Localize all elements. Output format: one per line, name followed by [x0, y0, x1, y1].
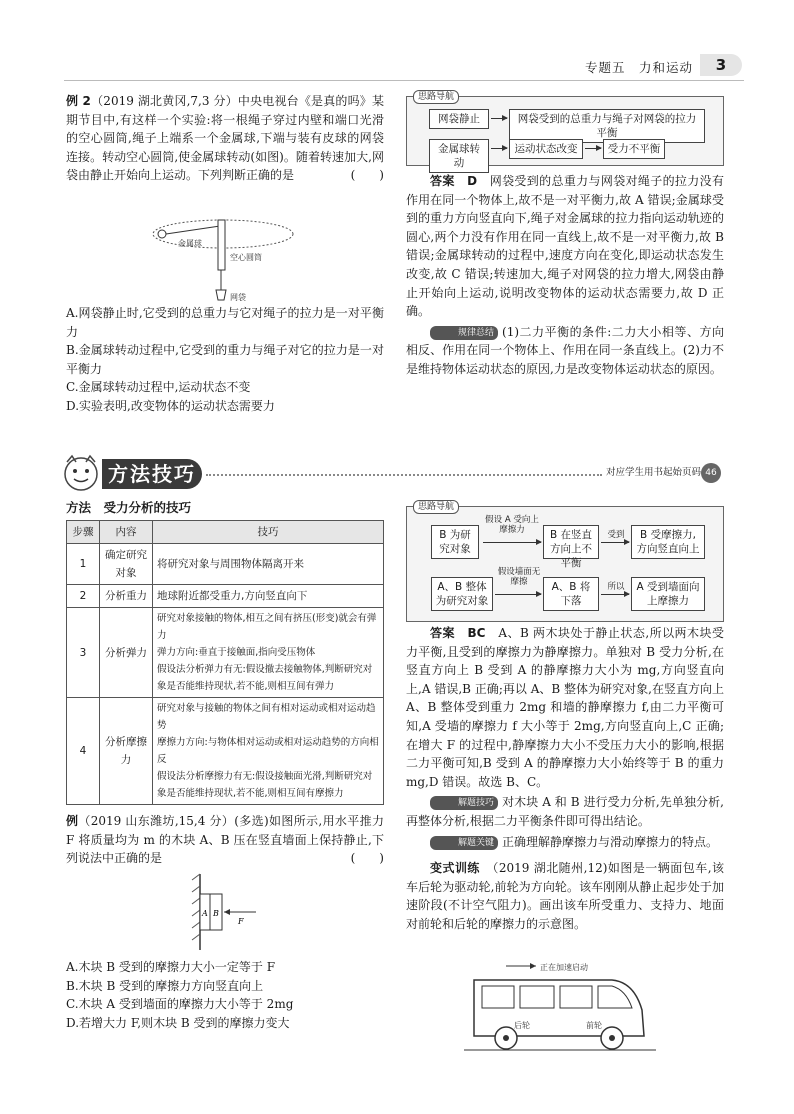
- table-header-row: [67, 521, 384, 544]
- option-d: D.若增大力 F,则木块 B 受到的摩擦力变大: [66, 1015, 290, 1030]
- page-number: 3: [700, 54, 742, 76]
- answer-3: [406, 624, 724, 934]
- fig-bag-label: 网袋: [230, 293, 246, 302]
- cell-step: 1: [67, 544, 100, 585]
- cell-tips: 研究对象与接触的物体之间有相对运动或相对运动趋势 摩擦力方向:与物体相对运动或相对运动趋势的方向相反 假设法分析摩擦力有无:假设接触面光滑,判断研究对象是否能维持现状,若不能,则相互间有摩擦力: [153, 698, 384, 805]
- table-row: [67, 544, 384, 585]
- cell-step: 4: [67, 698, 100, 805]
- fig-ball-label: 金属球: [178, 239, 202, 248]
- tip-tag: 解题技巧: [430, 796, 498, 810]
- flow-tag: 思路导航: [413, 500, 459, 514]
- thinking-flow-1: [406, 92, 724, 169]
- flow2-arrow-label: 假设 A 受向上摩擦力: [485, 515, 539, 535]
- flow2-box1: B 为研究对象: [431, 525, 479, 559]
- flow2-box3: B 受摩擦力,方向竖直向上: [631, 525, 705, 559]
- cell-step: 2: [67, 585, 100, 608]
- option-c: C.木块 A 受到墙面的摩擦力大小等于 2mg: [66, 997, 294, 1012]
- tip-text: 对木块 A 和 B 进行受力分析,先单独分析,再整体分析,根据二力平衡条件即可得出结论。: [406, 795, 724, 828]
- option-b: B.木块 B 受到的摩擦力方向竖直向上: [66, 978, 264, 993]
- flow2-arrow: [483, 542, 541, 543]
- cell-content: 分析弹力: [100, 608, 153, 698]
- cell-tips: 研究对象接触的物体,相互之间有挤压(形变)就会有弹力 弹力方向:垂直于接触面,指向受压物体 假设法分析弹力有无:假设撤去接触物体,判断研究对象是否能维持现状,若不能,则相互间有弹力: [153, 608, 384, 698]
- section-banner-title: 方法技巧: [102, 459, 202, 489]
- example-3-label: 例: [66, 814, 79, 828]
- fig-a-label: A: [202, 909, 208, 918]
- example-3: [66, 812, 384, 868]
- flow2-arrow-label: 所以: [607, 582, 625, 592]
- flow2-arrow: [495, 594, 541, 595]
- option-c: C.金属球转动过程中,运动状态不变: [66, 380, 251, 395]
- flow1-box1: 网袋静止: [429, 109, 489, 129]
- answer-2: [406, 172, 724, 379]
- cell-tips: 将研究对象与周围物体隔离开来: [153, 544, 384, 585]
- col-content: 内容: [100, 521, 153, 544]
- flow1-box3: 金属球转动: [429, 139, 489, 173]
- cell-step: 3: [67, 608, 100, 698]
- variant-text: （2019 湖北随州,12)如图是一辆面包车,该车后轮为驱动轮,前轮为方向轮。该车刚刚从静止起步处于加速阶段(不计空气阻力)。画出该车所受重力、支持力、地面对前轮和后轮的摩擦力的示意图。: [406, 861, 724, 931]
- flow2-box2: B 在竖直方向上不平衡: [543, 525, 599, 559]
- key-tag: 解题关键: [430, 836, 498, 850]
- banner-page-badge: 46: [701, 463, 721, 483]
- thinking-flow-2: [406, 502, 724, 622]
- flow1-arrow: [491, 148, 507, 149]
- fig-front-label: 前轮: [586, 1021, 602, 1030]
- variant-label: 变式训练: [430, 861, 480, 876]
- table-row: [67, 698, 384, 805]
- flow1-arrow: [491, 118, 507, 119]
- summary-text: (1)二力平衡的条件:二力大小相等、方向相反、作用在同一个物体上、作用在同一条直线上。(2)力不是维持物体运动状态的原因,力是改变物体运动状态的原因。: [406, 324, 724, 376]
- cell-content: 分析摩擦力: [100, 698, 153, 805]
- banner-dotted-line: [206, 474, 602, 476]
- cell-content: 确定研究对象: [100, 544, 153, 585]
- flow2-box6: A 受到墙面向上摩擦力: [631, 577, 705, 611]
- option-d: D.实验表明,改变物体的运动状态需要力: [66, 398, 275, 413]
- flow1-box5: 受力不平衡: [603, 139, 665, 159]
- fig-accelerate-label: 正在加速启动: [540, 963, 588, 972]
- mascot-icon: [58, 452, 104, 496]
- answer-2-text: 网袋受到的总重力与网袋对绳子的拉力没有作用在同一个物体上,故不是一对平衡力,故 A 错误;金属球受到的重力方向竖直向下,绳子对金属球的拉力指向运动轨迹的圆心,两个力没有作用在同一直线上,故不是一对平衡力,故 B 错误;金属球转动的过程中,速度方向在变化,即运动状态发生改变,故 C 错误;转速加大,绳子对网袋的拉力增大,网袋由静止开始向上运动,说明改变物体的运动状态需要力,故 D 正确。: [406, 174, 724, 319]
- option-a: A.木块 B 受到的摩擦力大小一定等于 F: [66, 960, 276, 974]
- example-3-stem: （2019 山东潍坊,15,4 分）(多选)如图所示,用水平推力 F 将质量均为 m 的木块 A、B 压在竖直墙面上保持静止,下列说法中正确的是: [66, 814, 384, 866]
- option-a: A.网袋静止时,它受到的总重力与它对绳子的拉力是一对平衡力: [66, 306, 384, 339]
- flow-tag: 思路导航: [413, 90, 459, 104]
- flow2-arrow: [601, 594, 629, 595]
- blocks-wall-figure: [182, 872, 272, 952]
- key-text: 正确理解静摩擦力与滑动摩擦力的特点。: [502, 834, 719, 849]
- van-figure: [462, 958, 658, 1054]
- col-step: 步骤: [67, 521, 100, 544]
- cell-content: 分析重力: [100, 585, 153, 608]
- answer-blank: ( ): [350, 851, 384, 866]
- answer-letter: BC: [467, 626, 486, 640]
- chapter-title: 专题五 力和运动: [585, 60, 694, 75]
- banner-reference: 对应学生用书起始页码: [606, 467, 702, 478]
- summary-tag: 规律总结: [430, 326, 498, 340]
- answer-letter: D: [467, 174, 478, 188]
- example-2-options: [66, 304, 384, 416]
- answer-3-text: A、B 两木块处于静止状态,所以两木块受力平衡,且受到的摩擦力为静摩擦力。单独对 B 受力分析,在竖直方向上 B 受到 A 的静摩擦力大小为 mg,方向竖直向上,A 错误,B 正确;再以 A、B 整体为研究对象,在竖直方向上 A、B 整体受到重力 2mg 和墙的静摩擦力 f,由二力平衡可知,A 受墙的摩擦力 f 大小等于 2mg,方向竖直向上,C 正确;在增大 F 的过程中,静摩擦力大小不受压力大小的影响,根据二力平衡可知,B 受到 A 的静摩擦力大小始终等于 B 的重力 mg,D 错误。故选 B、C。: [406, 626, 724, 789]
- flow1-box2: 网袋受到的总重力与绳子对网袋的拉力平衡: [509, 109, 705, 143]
- flow1-arrow: [585, 148, 601, 149]
- answer-label: 答案: [430, 174, 455, 188]
- flow2-arrow-label: 假设墙面无摩擦: [497, 567, 541, 587]
- fig-rear-label: 后轮: [514, 1021, 530, 1030]
- example-2-stem: （2019 湖北黄冈,7,3 分）中央电视台《是真的吗》某期节目中,有这样一个实验:将一根绳子穿过内壁和端口光滑的空心圆筒,绳子上端系一个金属球,下端与装有皮球的网袋连接。转动空心圆筒,使金属球转动(如图)。随着转速加大,网袋由静止开始向上运动。下列判断正确的是: [66, 94, 384, 183]
- example-2-label: 例 2: [66, 94, 91, 108]
- net-bag: [216, 290, 226, 300]
- flow2-arrow-label: 受到: [607, 530, 625, 540]
- metal-ball: [158, 230, 166, 238]
- answer-blank: ( ): [350, 168, 384, 183]
- tube-ball-figure: [148, 212, 298, 302]
- hollow-tube: [218, 220, 225, 270]
- col-tips: 技巧: [153, 521, 384, 544]
- flow1-box4: 运动状态改变: [509, 139, 583, 159]
- example-3-options: [66, 958, 384, 1032]
- cell-tips: 地球附近都受重力,方向竖直向下: [153, 585, 384, 608]
- method-heading: 方法 受力分析的技巧: [66, 500, 192, 515]
- option-b: B.金属球转动过程中,它受到的重力与绳子对它的拉力是一对平衡力: [66, 343, 384, 376]
- table-row: [67, 585, 384, 608]
- example-2: [66, 92, 384, 185]
- table-row: [67, 608, 384, 698]
- method-table: [66, 520, 384, 805]
- flow2-arrow: [601, 542, 629, 543]
- fig-tube-label: 空心圆筒: [230, 253, 262, 262]
- flow2-box4: A、B 整体为研究对象: [431, 577, 493, 611]
- fig-b-label: B: [213, 909, 219, 918]
- answer-label: 答案: [430, 626, 455, 640]
- header-divider: [64, 80, 744, 81]
- fig-f-label: F: [238, 917, 244, 926]
- flow2-box5: A、B 将下落: [543, 577, 599, 611]
